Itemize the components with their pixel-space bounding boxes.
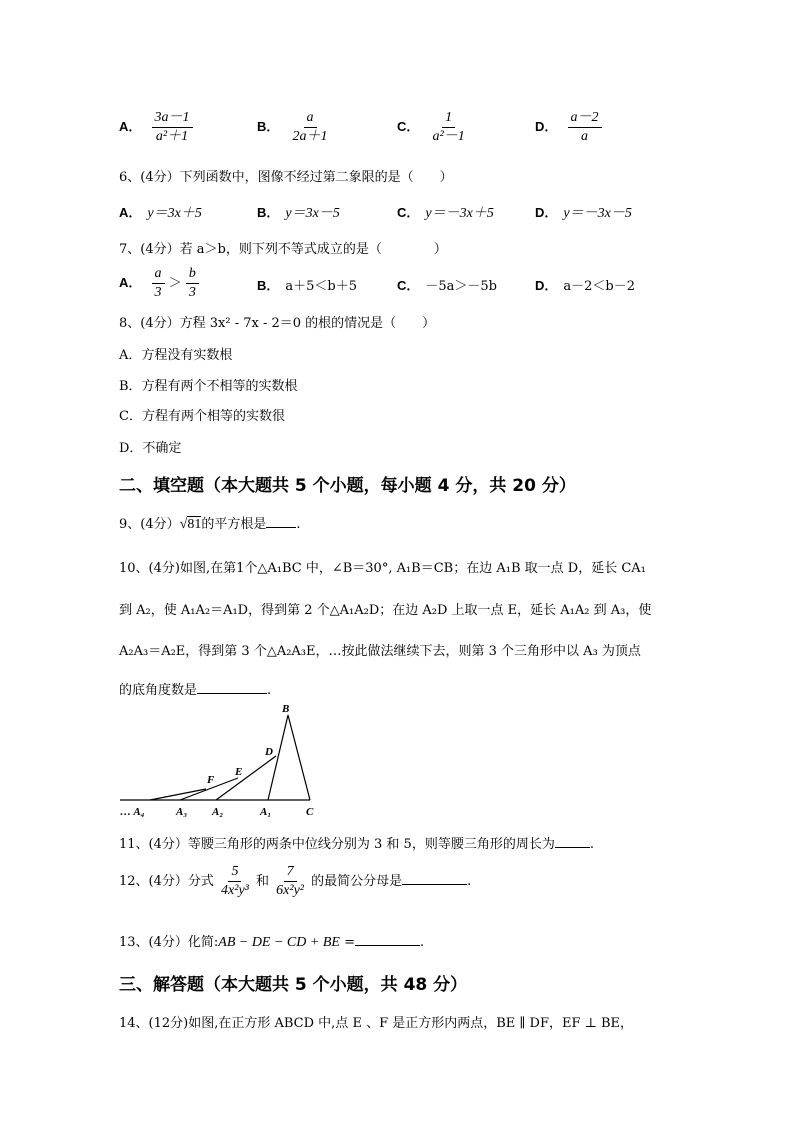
segment-a4-f xyxy=(150,789,206,800)
q6-stem: 6、(4分）下列函数中，图像不经过第二象限的是（ ） xyxy=(119,170,453,185)
label-a1: A₁ xyxy=(260,806,272,818)
fraction xyxy=(186,266,199,301)
q10-line-2: 到 A₂，使 A₁A₂＝A₁D，得到第 2 个△A₁A₂D；在边 A₂D 上取一点 E，延长 A₁A₂ 到 A₃，使 xyxy=(119,603,652,618)
label-c: C xyxy=(306,806,314,818)
q10-line-3: A₂A₃＝A₂E，得到第 3 个△A₂A₃E，…按此做法继续下去，则第 3 个三角形中以 A₃ 为顶点 xyxy=(119,644,641,659)
fraction xyxy=(218,864,252,899)
label-a3: A₃ xyxy=(176,806,188,818)
answer-blank[interactable] xyxy=(555,835,590,848)
numerator: b xyxy=(186,266,199,284)
option-text: a＋5＜b＋5 xyxy=(285,279,358,294)
q9 xyxy=(119,513,300,533)
q11-text: 11、(4分）等腰三角形的两条中位线分别为 3 和 5，则等腰三角形的周长为 xyxy=(119,837,555,852)
option-letter: C． xyxy=(397,119,420,135)
numerator: 7 xyxy=(284,864,297,882)
denominator: 3 xyxy=(154,285,162,301)
q14-stem: 14、(12分)如图,在正方形 ABCD 中,点 E 、F 是正方形内两点，BE ∥ DF，EF ⊥ BE， xyxy=(119,1016,634,1031)
numerator: 1 xyxy=(442,110,455,128)
vector-expression: AB − DE − CD + BE xyxy=(218,935,340,950)
option-letter: A． xyxy=(119,205,142,220)
q8-stem: 8、(4分）方程 3x² - 7x - 2＝0 的根的情况是（ ） xyxy=(119,316,436,331)
q12 xyxy=(119,864,471,899)
q6-option-b xyxy=(257,202,340,222)
answer-blank[interactable] xyxy=(402,872,467,885)
q6-option-c xyxy=(397,202,494,222)
period: . xyxy=(419,935,425,950)
q12-and: 和 xyxy=(256,874,270,890)
label-f: F xyxy=(207,774,215,786)
q8-option-d: D．不确定 xyxy=(119,441,182,456)
denominator: 4x²y³ xyxy=(221,883,249,899)
option-text: y＝3x＋5 xyxy=(147,206,202,221)
numerator: 5 xyxy=(228,864,241,882)
fraction xyxy=(290,110,331,145)
q5-option-d xyxy=(535,110,602,145)
fraction xyxy=(430,110,468,145)
q7-option-d xyxy=(535,275,635,294)
option-letter: B． xyxy=(257,119,280,135)
q8-option-a: A．方程没有实数根 xyxy=(119,348,233,363)
q8-option-b: B．方程有两个不相等的实数根 xyxy=(119,379,298,394)
denominator: a xyxy=(581,129,589,145)
numerator: 3a－1 xyxy=(152,110,193,128)
answer-blank[interactable] xyxy=(266,515,296,528)
option-letter: C． xyxy=(397,205,420,220)
denominator: 3 xyxy=(188,285,196,301)
denominator: a²＋1 xyxy=(155,129,189,145)
answer-blank[interactable] xyxy=(355,933,420,946)
numerator: a xyxy=(304,110,317,128)
q6-option-a xyxy=(119,202,202,222)
period: . xyxy=(467,874,472,890)
option-letter: D． xyxy=(535,119,558,135)
option-letter: A． xyxy=(119,275,142,291)
option-text: y＝3x－5 xyxy=(285,206,340,221)
label-a2: A₂ xyxy=(212,806,224,818)
q8-option-c: C．方程有两个相等的实数很 xyxy=(119,409,285,424)
q5-option-c xyxy=(397,110,468,145)
q6-option-d xyxy=(535,202,632,222)
denominator: 2a＋1 xyxy=(292,129,328,145)
fraction xyxy=(152,110,193,145)
q7-option-b xyxy=(257,275,357,294)
q7-stem: 7、(4分）若 a＞b，则下列不等式成立的是（ ） xyxy=(119,242,447,257)
fraction xyxy=(568,110,602,145)
equals: = xyxy=(339,935,355,950)
sqrt-symbol: √ xyxy=(179,517,188,532)
q5-option-a xyxy=(119,110,193,145)
q10-text: 的底角度数是 xyxy=(119,683,198,698)
segment-b-c xyxy=(288,715,310,800)
label-b: B xyxy=(282,703,290,715)
q10-line-1: 10、(4分)如图,在第1个△A₁BC 中，∠B＝30°, A₁B＝CB；在边 A₁B 取一点 D，延长 CA₁ xyxy=(119,561,646,576)
q5-option-b xyxy=(257,110,331,145)
option-letter: B． xyxy=(257,205,280,220)
option-letter: B． xyxy=(257,278,280,293)
q7-option-c xyxy=(397,275,497,294)
numerator: a－2 xyxy=(568,110,602,128)
period: . xyxy=(296,517,301,532)
period: . xyxy=(589,837,594,852)
q9-prefix: 9、(4分） xyxy=(119,517,180,532)
q11 xyxy=(119,833,594,852)
answer-blank[interactable] xyxy=(197,681,267,694)
section-heading-answers: 三、解答题（本大题共 5 个小题，共 48 分） xyxy=(119,975,468,995)
period: . xyxy=(267,683,272,698)
numerator: a xyxy=(152,266,165,284)
option-letter: C． xyxy=(397,278,420,293)
option-text: a－2＜b－2 xyxy=(563,279,636,294)
segment-a2-d xyxy=(216,756,276,800)
denominator: 6x²y² xyxy=(276,883,304,899)
label-a4: … A₄ xyxy=(120,806,145,818)
fraction xyxy=(152,266,165,301)
triangle-figure xyxy=(110,700,340,825)
denominator: a²－1 xyxy=(432,129,465,145)
q13 xyxy=(119,931,424,951)
label-e: E xyxy=(235,766,243,778)
operator: ＞ xyxy=(168,276,182,292)
radicand: 81 xyxy=(187,517,202,532)
option-letter: D． xyxy=(535,278,558,293)
label-d: D xyxy=(265,746,273,758)
q12-prefix: 12、(4分）分式 xyxy=(119,874,214,890)
option-letter: D． xyxy=(535,205,558,220)
q9-text: 的平方根是 xyxy=(201,517,267,532)
option-text: y＝－3x－5 xyxy=(563,206,632,221)
q7-option-a xyxy=(119,266,199,301)
fraction xyxy=(273,864,307,899)
option-text: y＝－3x＋5 xyxy=(425,206,494,221)
section-heading-fill-in: 二、填空题（本大题共 5 个小题，每小题 4 分，共 20 分） xyxy=(119,476,576,496)
option-text: －5a＞－5b xyxy=(425,279,498,294)
option-letter: A． xyxy=(119,119,142,135)
q12-text: 的最简公分母是 xyxy=(311,874,403,890)
q13-prefix: 13、(4分）化简: xyxy=(119,935,219,950)
q10-line-4 xyxy=(119,679,271,698)
